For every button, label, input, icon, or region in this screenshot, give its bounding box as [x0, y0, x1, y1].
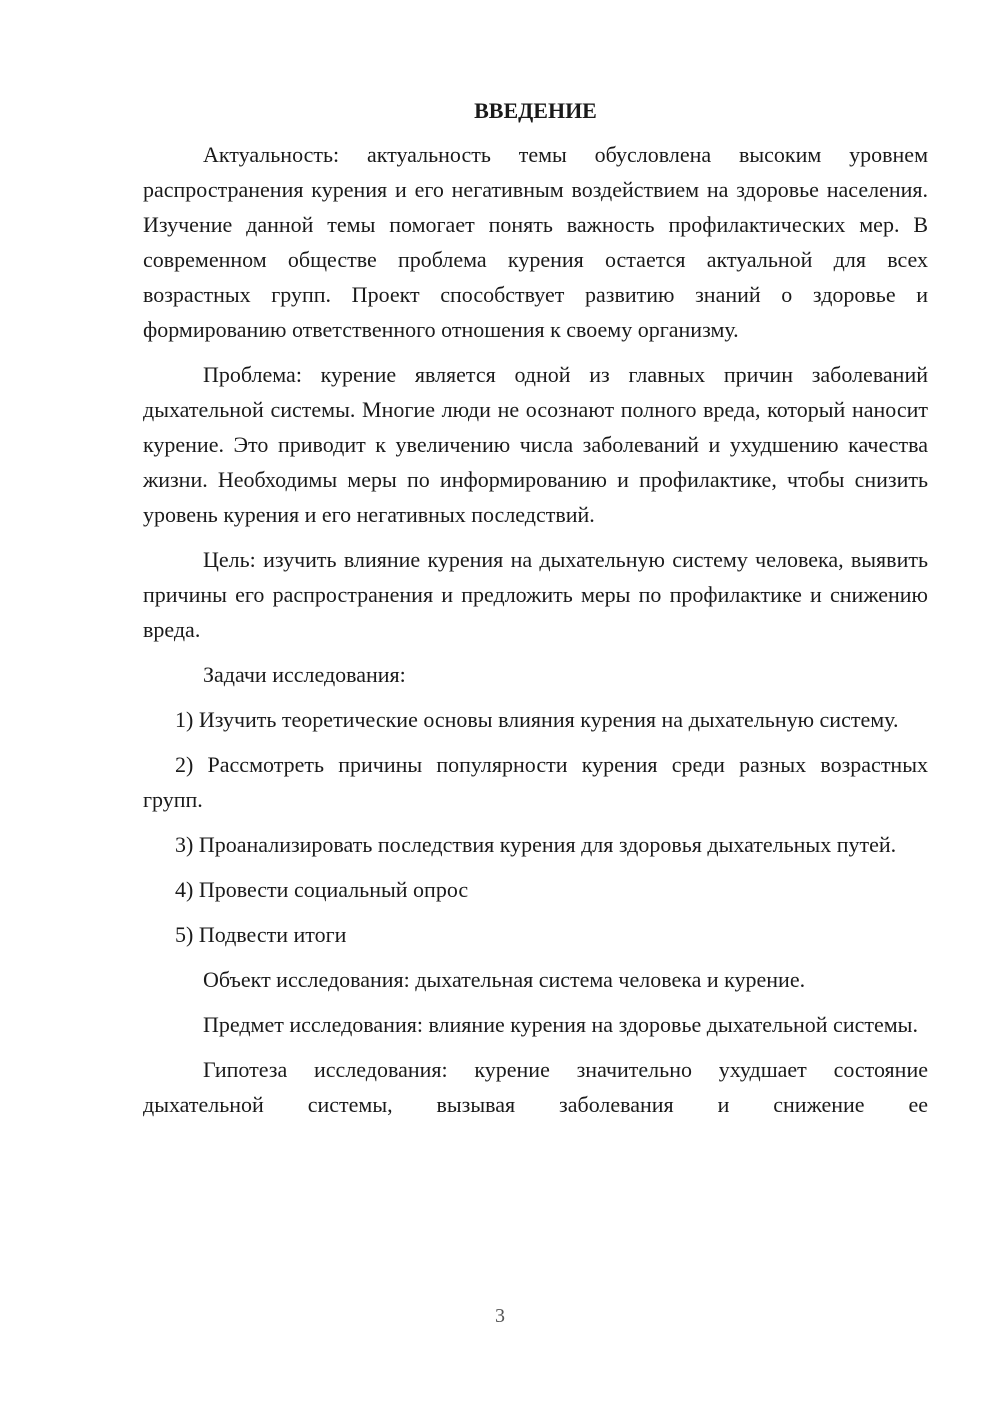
task-item: 4) Провести социальный опрос: [175, 877, 469, 902]
task-item: 2) Рассмотреть причины популярности курения среди разных возрастных групп.: [143, 752, 928, 812]
object-paragraph: Объект исследования: дыхательная система человека и курение.: [203, 967, 806, 992]
document-page: [143, 95, 928, 1132]
page-number: 3: [495, 1305, 505, 1327]
subject-paragraph: Предмет исследования: влияние курения на здоровье дыхательной системы.: [203, 1012, 918, 1037]
problem-paragraph: Проблема: курение является одной из главных причин заболеваний дыхательной системы. Многие люди не осознают полного вреда, который наносит курение. Это приводит к увеличению числа заболеваний и ухудшению качества жизни. Необходимы меры по информированию и профилактике, чтобы снизить уровень курения и его негативных последствий.: [143, 362, 928, 527]
task-item: 3) Проанализировать последствия курения для здоровья дыхательных путей.: [175, 832, 897, 857]
relevance-paragraph: Актуальность: актуальность темы обусловлена высоким уровнем распространения курения и его негативным воздействием на здоровье населения. Изучение данной темы помогает понять важность профилактических мер. В современном обществе проблема курения остается актуальной для всех возрастных групп. Проект способствует развитию знаний о здоровье и формированию ответственного отношения к своему организму.: [143, 142, 928, 342]
task-item: 5) Подвести итоги: [175, 922, 347, 947]
goal-paragraph: Цель: изучить влияние курения на дыхательную систему человека, выявить причины его распространения и предложить меры по профилактике и снижению вреда.: [143, 547, 928, 642]
hypothesis-paragraph: Гипотеза исследования: курение значительно ухудшает состояние дыхательной системы, вызывая заболевания и снижение ее: [143, 1057, 928, 1117]
page-title: ВВЕДЕНИЕ: [474, 98, 597, 123]
tasks-heading: Задачи исследования:: [203, 662, 406, 687]
task-item: 1) Изучить теоретические основы влияния курения на дыхательную систему.: [175, 707, 899, 732]
